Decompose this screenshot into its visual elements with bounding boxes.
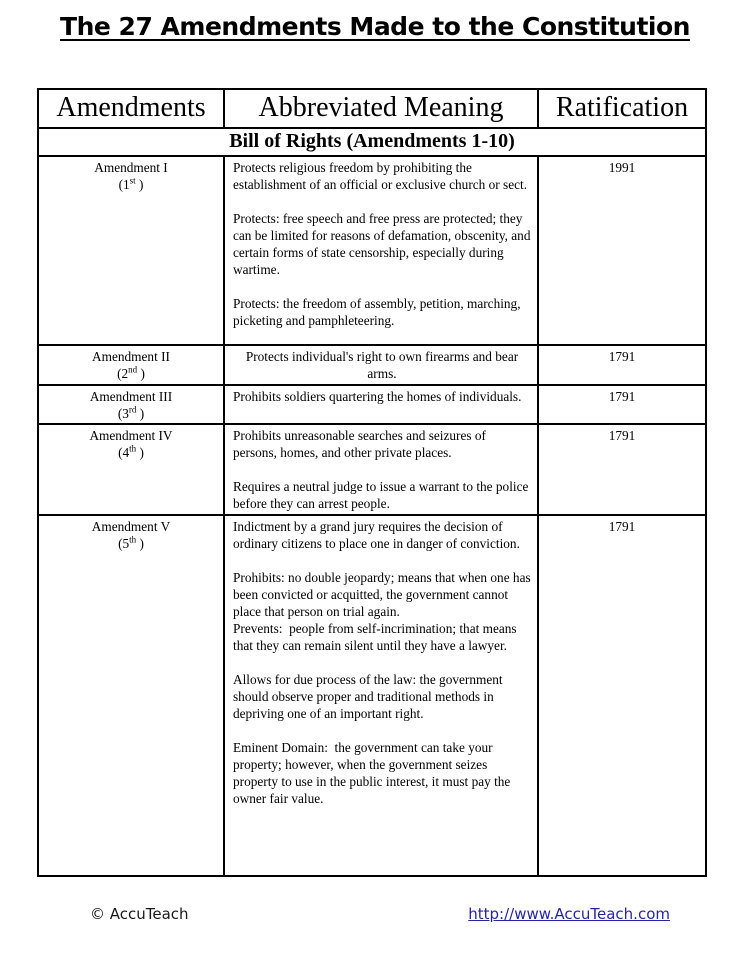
amendment-5-name: Amendment V [91, 519, 171, 534]
accuteach-link[interactable]: http://www.AccuTeach.com [468, 905, 670, 923]
page-title: The 27 Amendments Made to the Constitution [60, 12, 690, 41]
amendment-1-ordinal: (1st ) [118, 175, 144, 192]
meaning-paragraph: Prohibits soldiers quartering the homes of individuals. [233, 389, 522, 404]
amendment-3-ordinal: (3rd ) [117, 404, 145, 421]
amendment-5-meaning [224, 515, 538, 876]
amendment-2-ordinal: (2nd ) [117, 364, 145, 381]
amendment-2-name: Amendment II [92, 349, 170, 364]
table-header-row [38, 89, 706, 128]
amendment-3-name: Amendment III [89, 389, 173, 404]
amendment-4-name: Amendment IV [89, 428, 173, 443]
amendment-2-ratification: 1791 [538, 345, 706, 385]
table-row-amendment-5 [38, 515, 706, 876]
amendment-2-label [38, 345, 224, 385]
column-header-amendments: Amendments [38, 89, 224, 128]
section-header-bill-of-rights: Bill of Rights (Amendments 1-10) [38, 128, 706, 156]
footer-link-container [468, 905, 670, 923]
amendment-1-name: Amendment I [94, 160, 168, 175]
amendment-3-ratification: 1791 [538, 385, 706, 424]
amendment-5-label [38, 515, 224, 876]
amendment-3-label [38, 385, 224, 424]
amendment-5-ratification: 1791 [538, 515, 706, 876]
table-row-amendment-3 [38, 385, 706, 424]
amendment-3-meaning [224, 385, 538, 424]
section-header-row [38, 128, 706, 156]
amendment-1-label [38, 156, 224, 345]
amendment-5-ordinal: (5th ) [118, 534, 144, 551]
meaning-paragraph: Protects: free speech and free press are protected; they can be limited for reasons of defamation, obscenity, and certain forms of state censorship, especially during wartime. [233, 211, 534, 277]
meaning-paragraph: Eminent Domain: the government can take your property; however, when the government seizes property to use in the public interest, it must pay the owner fair value. [233, 740, 514, 806]
table-row-amendment-1 [38, 156, 706, 345]
amendment-4-ratification: 1791 [538, 424, 706, 515]
table-row-amendment-2 [38, 345, 706, 385]
meaning-paragraph: Prohibits unreasonable searches and seizures of persons, homes, and other private places. [233, 428, 490, 460]
copyright-notice: © AccuTeach [90, 905, 189, 923]
meaning-paragraph: Prevents: people from self-incrimination; that means that they can remain silent until they have a lawyer. [233, 621, 520, 653]
meaning-paragraph: Protects individual's right to own firearms and bear arms. [245, 349, 522, 381]
column-header-abbreviated-meaning: Abbreviated Meaning [224, 89, 538, 128]
meaning-paragraph: Protects religious freedom by prohibiting the establishment of an official or exclusive church or sect. [233, 160, 528, 192]
meaning-paragraph: Requires a neutral judge to issue a warrant to the police before they can arrest people. [233, 479, 532, 511]
amendment-4-ordinal: (4th ) [118, 443, 144, 460]
meaning-paragraph: Indictment by a grand jury requires the decision of ordinary citizens to place one in danger of conviction. [233, 519, 520, 551]
meaning-paragraph: Prohibits: no double jeopardy; means that when one has been convicted or acquitted, the government cannot place that person on trial again. [233, 570, 534, 619]
amendment-1-meaning [224, 156, 538, 345]
amendment-4-label [38, 424, 224, 515]
amendment-4-meaning [224, 424, 538, 515]
amendment-2-meaning [224, 345, 538, 385]
meaning-paragraph: Protects: the freedom of assembly, petition, marching, picketing and pamphleteering. [233, 296, 524, 328]
meaning-paragraph: Allows for due process of the law: the government should observe proper and traditional methods in depriving one of an important right. [233, 672, 506, 721]
amendment-1-ratification: 1991 [538, 156, 706, 345]
amendments-table [37, 88, 707, 877]
table-row-amendment-4 [38, 424, 706, 515]
column-header-ratification: Ratification [538, 89, 706, 128]
